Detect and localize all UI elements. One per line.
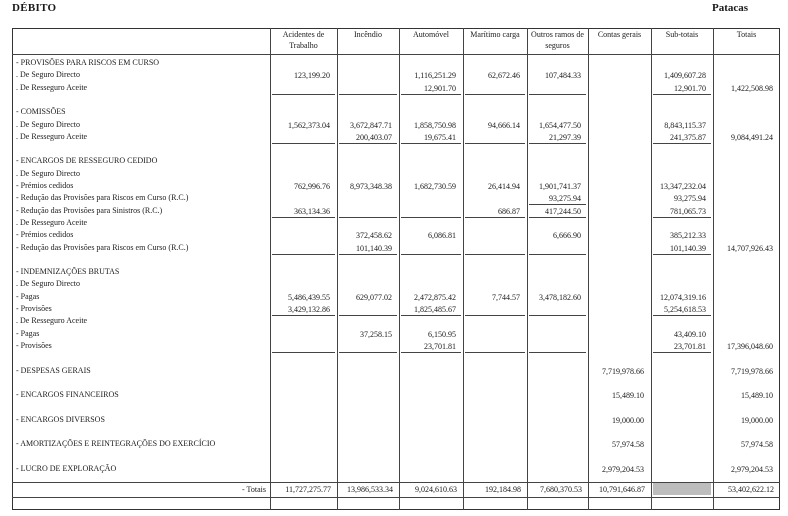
cell-value: 43,409.10: [674, 329, 706, 339]
cell-value: 781,065.73: [670, 206, 706, 216]
cell-value: 37,258.15: [360, 329, 392, 339]
cell-value: 372,458.62: [356, 231, 392, 241]
row-label: - ENCARGOS DIVERSOS: [16, 414, 105, 424]
cell-value: 12,074,319.16: [660, 292, 706, 302]
cell-value: 3,478,182.60: [539, 292, 581, 302]
subtotal-rule: [401, 352, 461, 353]
subtotal-rule: [465, 315, 525, 316]
total-value: 11,727,275.77: [285, 485, 331, 494]
column-header: Automóvel: [413, 30, 449, 39]
subtotal-rule: [272, 352, 335, 353]
cell-value: 7,719,978.66: [602, 366, 644, 376]
cell-value: 3,429,132.86: [288, 305, 330, 314]
cell-value: 57,974.58: [612, 440, 644, 450]
cell-value: 385,212.33: [670, 231, 706, 241]
row-label: - Provisões: [16, 340, 52, 350]
row-label: . De Resseguro Aceite: [16, 316, 88, 326]
subtotal-rule: [339, 254, 397, 255]
column-header: Acidentes de Trabalho: [282, 30, 325, 50]
cell-value: 629,077.02: [356, 292, 392, 302]
cell-value: 26,414.94: [488, 182, 520, 191]
subtotal-shading: [653, 483, 711, 495]
total-value: 7,680,370.53: [540, 485, 582, 494]
subtotal-rule: [401, 217, 461, 218]
cell-value: 241,375.87: [670, 132, 706, 142]
column-header: Sub-totais: [665, 30, 699, 39]
subtotal-rule: [339, 143, 397, 144]
cell-value: 101,140.39: [356, 243, 392, 253]
total-value: 53,402,622.12: [728, 485, 774, 494]
cell-value: 12,901.70: [674, 83, 706, 93]
cell-value: 363,134.36: [294, 206, 330, 216]
column-header: Incêndio: [354, 30, 382, 39]
subtotal-rule: [272, 143, 335, 144]
cell-value: 686.87: [498, 206, 520, 216]
cell-value: 14,707,926.43: [727, 243, 773, 253]
cell-value: 12,901.70: [424, 83, 456, 93]
cell-value: 23,701.81: [674, 341, 706, 351]
row-label: - Redução das Provisões para Riscos em Curso (R.C.): [16, 242, 189, 252]
cell-value: 107,484.33: [545, 71, 581, 81]
column-divider: [588, 28, 589, 510]
cell-value: 762,996.76: [294, 182, 330, 191]
cell-value: 9,084,491.24: [731, 132, 773, 142]
subtotal-rule: [529, 254, 586, 255]
cell-value: 93,275.94: [549, 194, 581, 204]
subtotal-rule: [465, 94, 525, 95]
column-divider: [463, 28, 464, 510]
cell-value: 1,682,730.59: [414, 182, 456, 191]
cell-value: 6,086.81: [428, 231, 456, 241]
report-title: DÉBITO: [12, 2, 57, 14]
subtotal-rule: [339, 217, 397, 218]
subtotal-rule: [653, 315, 711, 316]
cell-value: 62,672.46: [488, 71, 520, 81]
total-value: 192,184.98: [485, 485, 521, 494]
totals-bottom-rule: [12, 497, 780, 498]
row-label: - Prémios cedidos: [16, 181, 74, 190]
cell-value: 200,403.07: [356, 132, 392, 142]
cell-value: 101,140.39: [670, 243, 706, 253]
row-label: . De Seguro Directo: [16, 119, 80, 129]
row-label: . De Resseguro Aceite: [16, 82, 88, 92]
cell-value: 15,489.10: [612, 391, 644, 401]
total-value: 9,024,610.63: [415, 485, 457, 494]
cell-value: 19,675.41: [424, 132, 456, 142]
subtotal-rule: [272, 254, 335, 255]
subtotal-rule: [529, 143, 586, 144]
subtotal-rule: [529, 94, 586, 95]
cell-value: 1,116,251.29: [414, 71, 456, 81]
subtotal-rule: [653, 254, 711, 255]
row-label: - AMORTIZAÇÕES E REINTEGRAÇÕES DO EXERCÍCIO: [16, 439, 216, 449]
subtotal-rule: [465, 254, 525, 255]
cell-value: 1,654,477.50: [539, 120, 581, 130]
column-divider: [399, 28, 400, 510]
row-label: - Pagas: [16, 291, 40, 301]
row-label: . De Seguro Directo: [16, 70, 80, 80]
column-header: Outros ramos de seguros: [531, 30, 584, 50]
cell-value: 94,666.14: [488, 120, 520, 130]
cell-value: 8,973,348.38: [350, 182, 392, 191]
cell-value: 15,489.10: [741, 391, 773, 401]
row-label: - ENCARGOS DE RESSEGURO CEDIDO: [16, 156, 158, 166]
column-header: Marítimo carga: [470, 30, 520, 39]
cell-value: 57,974.58: [741, 440, 773, 450]
totals-label: - Totais: [242, 485, 266, 494]
cell-value: 5,486,439.55: [288, 292, 330, 302]
total-value: 10,791,646.87: [599, 485, 645, 494]
cell-value: 93,275.94: [674, 194, 706, 204]
cell-value: 417,244.50: [545, 206, 581, 216]
subtotal-rule: [653, 143, 711, 144]
cell-value: 19,000.00: [612, 415, 644, 425]
row-label: - PROVISÕES PARA RISCOS EM CURSO: [16, 58, 160, 67]
subtotal-rule: [653, 94, 711, 95]
cell-value: 7,744.57: [492, 292, 520, 302]
row-label: - INDEMNIZAÇÕES BRUTAS: [16, 267, 120, 277]
subtotal-rule: [529, 315, 586, 316]
subtotal-rule: [272, 315, 335, 316]
column-divider: [651, 28, 652, 510]
cell-value: 1,422,508.98: [731, 83, 773, 93]
subtotal-rule: [653, 352, 711, 353]
cell-value: 2,472,875.42: [414, 292, 456, 302]
cell-value: 19,000.00: [741, 415, 773, 425]
row-label: . De Resseguro Aceite: [16, 131, 88, 141]
column-divider: [527, 28, 528, 510]
subtotal-rule: [465, 217, 525, 218]
cell-value: 1,562,373.04: [288, 120, 330, 130]
ledger-table: [12, 28, 780, 510]
row-label: - Redução das Provisões para Riscos em Curso (R.C.): [16, 193, 189, 203]
row-label: . De Resseguro Aceite: [16, 217, 88, 227]
row-label: - LUCRO DE EXPLORAÇÃO: [16, 463, 117, 473]
cell-value: 3,672,847.71: [350, 120, 392, 130]
row-label: - Pagas: [16, 328, 40, 338]
header-rule: [12, 54, 780, 55]
cell-value: 1,825,485.67: [414, 305, 456, 314]
cell-value: 2,979,204.53: [602, 464, 644, 474]
cell-value: 23,701.81: [424, 341, 456, 351]
subtotal-rule: [465, 352, 525, 353]
currency-label: Patacas: [712, 2, 749, 14]
subtotal-rule: [653, 217, 711, 218]
cell-value: 1,901,741.37: [539, 182, 581, 191]
subtotal-rule: [401, 315, 461, 316]
cell-value: 123,199.20: [294, 71, 330, 81]
cell-value: 5,254,618.53: [664, 305, 706, 314]
cell-value: 21,297.39: [549, 132, 581, 142]
column-header: Totais: [736, 30, 757, 39]
column-divider: [270, 28, 271, 510]
row-label: . De Seguro Directo: [16, 168, 80, 178]
subtotal-rule: [529, 204, 586, 205]
cell-value: 7,719,978.66: [731, 366, 773, 376]
subtotal-rule: [401, 254, 461, 255]
cell-value: 8,843,115.37: [664, 120, 706, 130]
subtotal-rule: [339, 352, 397, 353]
subtotal-rule: [339, 94, 397, 95]
cell-value: 1,409,607.28: [664, 71, 706, 81]
column-divider: [337, 28, 338, 510]
subtotal-rule: [465, 143, 525, 144]
cell-value: 2,979,204.53: [731, 464, 773, 474]
cell-value: 6,150.95: [428, 329, 456, 339]
row-label: . De Seguro Directo: [16, 279, 80, 289]
subtotal-rule: [529, 352, 586, 353]
total-value: 13,986,533.34: [347, 485, 393, 494]
row-label: - COMISSÕES: [16, 107, 66, 117]
row-label: - ENCARGOS FINANCEIROS: [16, 390, 119, 400]
column-header: Contas gerais: [597, 30, 642, 39]
column-divider: [713, 28, 714, 510]
subtotal-rule: [272, 94, 335, 95]
cell-value: 17,396,048.60: [727, 341, 773, 351]
cell-value: 13,347,232.04: [660, 182, 706, 191]
cell-value: 1,858,750.98: [414, 120, 456, 130]
row-label: - DESPESAS GERAIS: [16, 365, 91, 375]
cell-value: 6,666.90: [553, 231, 581, 241]
subtotal-rule: [272, 217, 335, 218]
row-label: - Provisões: [16, 304, 52, 313]
row-label: - Prémios cedidos: [16, 230, 74, 240]
subtotal-rule: [339, 315, 397, 316]
row-label: - Redução das Provisões para Sinistros (R.C.): [16, 205, 163, 215]
subtotal-rule: [401, 94, 461, 95]
subtotal-rule: [529, 217, 586, 218]
subtotal-rule: [401, 143, 461, 144]
